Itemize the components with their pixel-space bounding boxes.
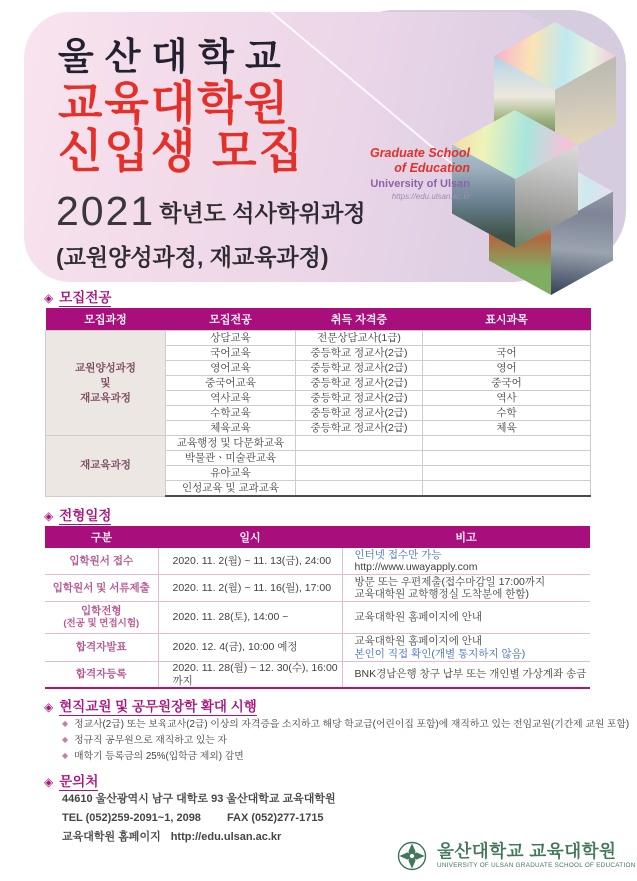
footer-logo-title: 울산대학교 교육대학원 [437, 840, 617, 861]
major-cell: 인성교육 및 교과교육 [166, 481, 296, 497]
cert-cell: 중등학교 정교사(2급) [296, 346, 423, 361]
cert-cell [296, 436, 423, 451]
major-cell: 국어교육 [166, 346, 296, 361]
major-cell: 상담교육 [166, 331, 296, 346]
note-line: 인터넷 접수만 가능 [354, 548, 442, 561]
subject-cell: 수학 [423, 406, 591, 421]
small-diamond-bullet-icon: ◆ [62, 719, 69, 728]
major-cell: 체육교육 [166, 421, 296, 436]
cert-cell [296, 451, 423, 466]
subject-cell: 역사 [423, 391, 591, 406]
table-row [46, 331, 591, 346]
contact-homepage-label: 교육대학원 홈페이지 [62, 831, 161, 843]
eng-line2: of Education [394, 161, 470, 175]
col-header-course: 모집과정 [46, 308, 166, 331]
header-url[interactable]: https://edu.ulsan.ac.kr [391, 192, 470, 202]
title-line-graduate-school: 교육대학원 [58, 76, 291, 129]
schedule-label-cell [45, 602, 158, 634]
course-line: 교원양성과정 [75, 361, 136, 374]
contact-info [62, 790, 336, 847]
poster-subtitle [56, 188, 366, 272]
subject-cell: 영어 [423, 361, 591, 376]
subject-cell: 국어 [423, 346, 591, 361]
list-item-text: 매학기 등록금의 25%(입학금 제외) 감면 [74, 751, 244, 762]
major-cell: 유아교육 [166, 466, 296, 481]
col-header-category: 구분 [45, 526, 158, 548]
schedule-label-cell: 합격자등록 [45, 662, 158, 689]
label-line: 입학전형 [80, 605, 122, 617]
contact-tel: TEL (052)259-2091~1, 2098 [62, 812, 201, 824]
major-cell: 교육행정 및 다문화교육 [166, 436, 296, 451]
schedule-note-cell [342, 575, 590, 602]
course-cell [46, 331, 166, 436]
list-item [62, 732, 629, 748]
academic-year: 2021 [56, 188, 156, 234]
small-diamond-bullet-icon: ◆ [62, 751, 69, 760]
table-row [45, 662, 590, 689]
contact-homepage-url[interactable]: http://edu.ulsan.ac.kr [170, 831, 282, 843]
university-emblem-icon [394, 838, 430, 874]
eng-line3: University of Ulsan [370, 178, 470, 190]
title-line-recruitment: 신입생 모집 [58, 125, 305, 178]
schedule-date-cell: 2020. 11. 2(월) ~ 11. 13(금), 24:00 [158, 548, 342, 575]
cert-cell: 중등학교 정교사(2급) [296, 406, 423, 421]
section-title-scholarship [44, 695, 257, 715]
list-item-text: 정교사(2급) 또는 보육교사(2급) 이상의 자격증을 소지하고 해당 학교급(어린이집 포함)에 재직하고 있는 전임교원(기간제 교원 포함) [74, 719, 630, 730]
schedule-table [45, 526, 590, 689]
schedule-note-cell: BNK경남은행 창구 납부 또는 개인별 가상계좌 송금 [342, 662, 590, 689]
cert-cell [296, 466, 423, 481]
table-row [45, 548, 590, 575]
diamond-bullet-icon: ◈ [44, 700, 54, 714]
schedule-note-cell [342, 634, 590, 662]
subject-cell: 중국어 [423, 376, 591, 391]
schedule-note-cell: 교육대학원 홈페이지에 안내 [342, 602, 590, 634]
diamond-bullet-icon: ◈ [44, 509, 54, 523]
table-row [45, 602, 590, 634]
subject-cell [423, 331, 591, 346]
schedule-label-cell: 합격자발표 [45, 634, 158, 662]
col-header-subject: 표시과목 [423, 308, 591, 331]
cert-cell: 중등학교 정교사(2급) [296, 376, 423, 391]
footer-logo-subtitle: UNIVERSITY OF ULSAN GRADUATE SCHOOL OF EDUCATION [437, 862, 636, 870]
note-line: 본인이 직접 확인(개별 통지하지 않음) [354, 647, 526, 660]
table-row [46, 436, 591, 451]
list-item [62, 748, 629, 764]
footer-logo-text [437, 840, 636, 870]
section-title-label: 모집전공 [59, 290, 112, 305]
schedule-date-cell: 2020. 12. 4(금), 10:00 예정 [158, 634, 342, 662]
subtitle-text: 학년도 석사학위과정 [159, 200, 366, 226]
course-cell: 재교육과정 [46, 436, 166, 497]
small-diamond-bullet-icon: ◆ [62, 735, 69, 744]
contact-fax: FAX (052)277-1715 [226, 812, 324, 824]
note-line: 방문 또는 우편제출(접수마감일 17:00까지 [354, 575, 546, 588]
schedule-date-cell: 2020. 11. 28(월) ~ 12. 30(수), 16:00 까지 [158, 662, 342, 689]
section-title-contact [44, 770, 98, 790]
diamond-bullet-icon: ◈ [44, 291, 54, 305]
majors-table [45, 308, 591, 497]
course-line: 및 [100, 376, 111, 389]
list-item-text: 정규직 공무원으로 재직하고 있는 자 [74, 735, 228, 746]
subject-cell [423, 436, 591, 451]
section-title-label: 문의처 [59, 774, 99, 789]
schedule-date-cell: 2020. 11. 28(토), 14:00 ~ [158, 602, 342, 634]
major-cell: 박물관ㆍ미술관교육 [166, 451, 296, 466]
note-line: 교육대학원 교학행정실 도착분에 한함) [354, 588, 530, 600]
schedule-label-cell: 입학원서 접수 [45, 548, 158, 575]
section-title-label: 전형일정 [59, 508, 112, 523]
schedule-note-cell [342, 548, 590, 575]
contact-address: 44610 울산광역시 남구 대학로 93 울산대학교 교육대학원 [62, 793, 336, 805]
course-line: 재교육과정 [80, 391, 131, 404]
major-cell: 영어교육 [166, 361, 296, 376]
col-header-datetime: 일시 [158, 526, 342, 548]
subtitle-courses: (교원양성과정, 재교육과정) [56, 244, 329, 270]
subject-cell [423, 466, 591, 481]
eng-line1: Graduate School [369, 146, 470, 160]
diamond-bullet-icon: ◈ [44, 775, 54, 789]
table-header-row [45, 526, 590, 548]
section-title-majors [44, 286, 111, 306]
section-title-schedule [44, 504, 111, 524]
cert-cell: 중등학교 정교사(2급) [296, 391, 423, 406]
major-cell: 중국어교육 [166, 376, 296, 391]
note-url[interactable]: http://www.uwayapply.com [354, 561, 478, 573]
label-line: (전공 및 면접시험) [63, 617, 140, 629]
poster-title [58, 36, 305, 176]
cert-cell: 전문상담교사(1급) [296, 331, 423, 346]
table-row [45, 634, 590, 662]
english-school-name [330, 146, 470, 202]
university-name: 울산대학교 [58, 36, 292, 77]
col-header-certificate: 취득 자격증 [296, 308, 423, 331]
major-cell: 수학교육 [166, 406, 296, 421]
cert-cell: 중등학교 정교사(2급) [296, 421, 423, 436]
cert-cell: 중등학교 정교사(2급) [296, 361, 423, 376]
subject-cell [423, 481, 591, 497]
contact-phone-line [62, 809, 336, 828]
list-item [62, 716, 629, 732]
photo-cube-middle [452, 110, 578, 248]
footer-logo [394, 838, 636, 874]
table-row [45, 575, 590, 602]
cert-cell [296, 481, 423, 497]
schedule-date-cell: 2020. 11. 2(월) ~ 11. 16(월), 17:00 [158, 575, 342, 602]
major-cell: 역사교육 [166, 391, 296, 406]
note-line: 교육대학원 홈페이지에 안내 [354, 635, 483, 647]
contact-homepage-line [62, 828, 336, 847]
subject-cell [423, 451, 591, 466]
col-header-major: 모집전공 [166, 308, 296, 331]
table-header-row [46, 308, 591, 331]
section-title-label: 현직교원 및 공무원장학 확대 시행 [59, 699, 257, 714]
schedule-label-cell: 입학원서 및 서류제출 [45, 575, 158, 602]
subject-cell: 체육 [423, 421, 591, 436]
col-header-remarks: 비고 [342, 526, 590, 548]
scholarship-list [62, 716, 629, 764]
